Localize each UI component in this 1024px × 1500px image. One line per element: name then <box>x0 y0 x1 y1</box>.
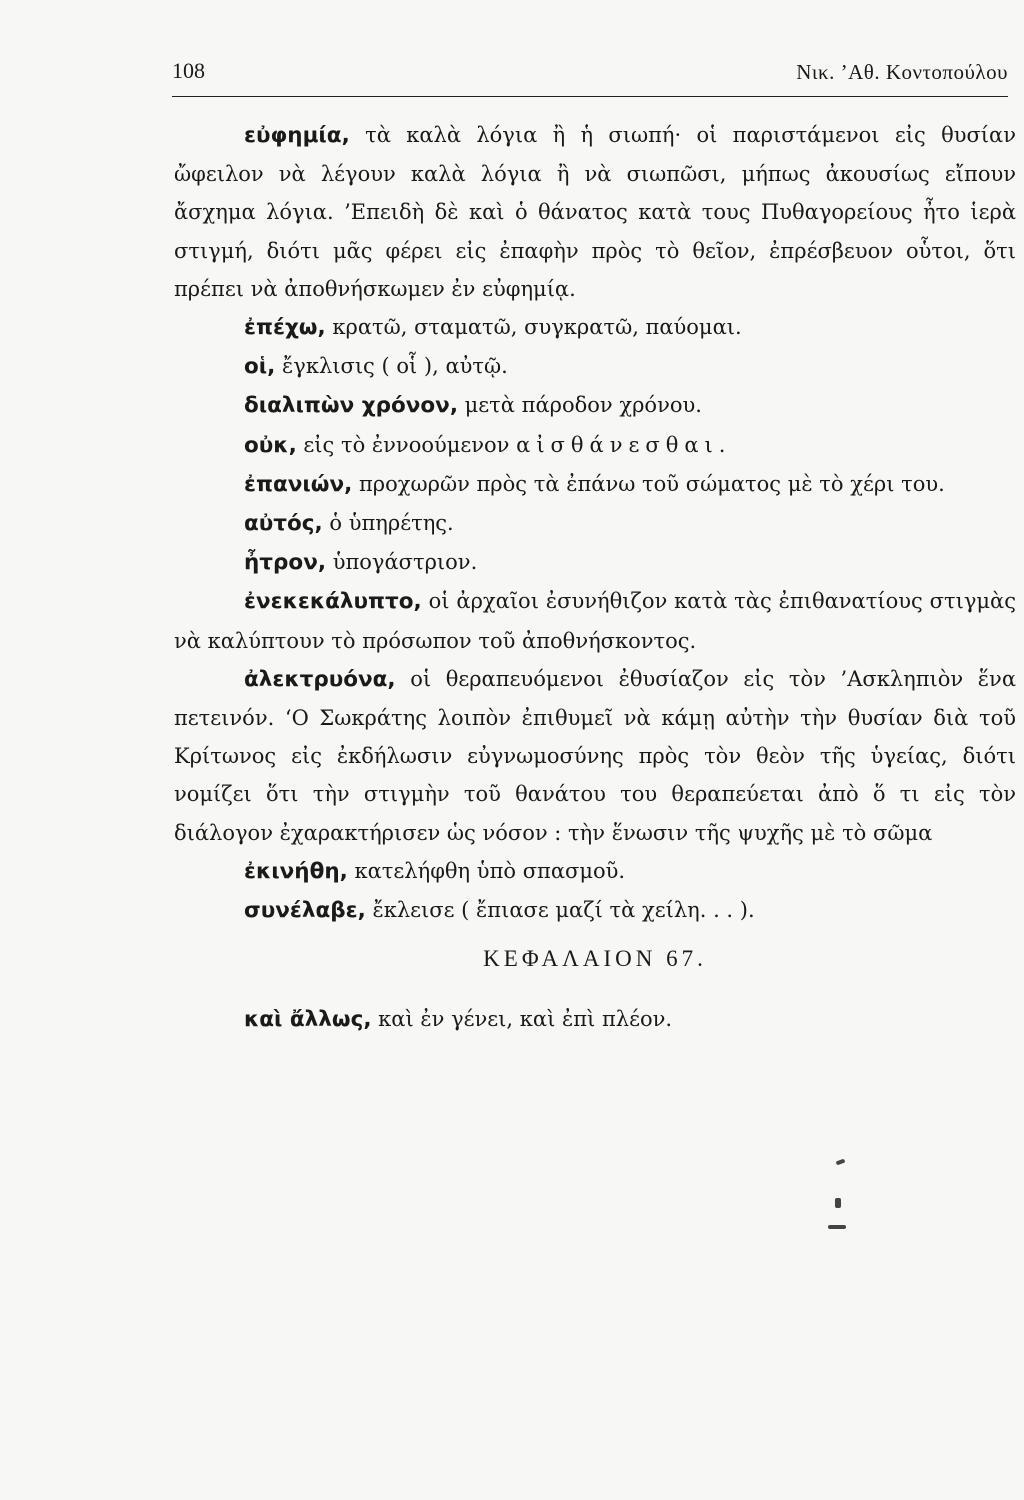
definition: μετὰ πάροδον χρόνου. <box>457 393 702 418</box>
page-header <box>172 56 1008 97</box>
ink-speck <box>835 1198 841 1208</box>
headword: οἱ, <box>244 354 276 380</box>
headword: ἦτρον, <box>244 550 327 576</box>
glossary-entry <box>174 1000 1016 1039</box>
definition: κρατῶ, σταματῶ, συγκρατῶ, παύομαι. <box>325 315 742 340</box>
glossary-entry <box>174 660 1016 852</box>
definition: οἱ θεραπευόμενοι ἐθυσίαζον εἰς τὸν ’Ασκληπιὸν ἕνα πετεινόν. ‘Ο Σωκράτης λοιπὸν ἐπιθυμεῖ νὰ κάμῃ αὐτὴν τὴν θυσίαν διὰ τοῦ Κρίτωνος εἰς ἐκδήλωσιν εὐγνωμοσύνης πρὸς τὸν θεὸν τῆς ὑγείας, διότι νομίζει ὅτι τὴν στιγμὴν τοῦ θανάτου του θεραπεύεται ἀπὸ ὅ τι εἰς τὸν διάλογον ἐχαρακτήρισεν ὡς νόσον : τὴν ἕνωσιν τῆς ψυχῆς μὲ τὸ σῶμα <box>174 666 1016 845</box>
page-body <box>174 116 1016 1040</box>
glossary-entry <box>174 891 1016 930</box>
glossary-entry <box>174 426 1016 465</box>
headword: οὐκ, <box>244 432 297 458</box>
definition: τὰ καλὰ λόγια ἢ ἡ σιωπή· οἱ παριστάμενοι εἰς θυσίαν ὤφειλον νὰ λέγουν καλὰ λόγια ἢ νὰ σιωπῶσι, μήπως ἀκουσίως εἴπουν ἄσχημα λόγια. ’Επειδὴ δὲ καὶ ὁ θάνατος κατὰ τους Πυθαγορείους ἦτο ἱερὰ στιγμή, διότι μᾶς φέρει εἰς ἐπαφὴν πρὸς τὸ θεῖον, ἐπρέσβευον οὗτοι, ὅτι πρέπει νὰ ἀποθνήσκωμεν ἐν εὐφημίᾳ. <box>174 123 1016 301</box>
glossary-entry <box>174 465 1016 504</box>
definition: καὶ ἐν γένει, καὶ ἐπὶ πλέον. <box>371 1007 673 1032</box>
page-number: 108 <box>172 58 205 83</box>
ink-speck <box>828 1225 846 1229</box>
glossary-entry <box>174 308 1016 347</box>
glossary-entry <box>174 504 1016 543</box>
glossary-entry <box>174 543 1016 582</box>
definition: ὑπογάστριον. <box>326 550 478 575</box>
headword: εὐφημία, <box>244 123 350 148</box>
chapter-heading: ΚΕΦΑΛΑΙΟΝ 67. <box>483 946 707 972</box>
headword: ἐπέχω, <box>244 315 326 341</box>
headword: ἐπανιών, <box>244 471 353 497</box>
glossary-entry <box>174 852 1016 891</box>
glossary-entry <box>174 582 1016 659</box>
glossary-entry <box>174 347 1016 386</box>
headword: ἀλεκτρυόνα, <box>244 666 396 692</box>
definition: ὁ ὑπηρέτης. <box>322 511 454 536</box>
definition: ἔγκλισις ( οἷ ), αὐτῷ. <box>275 354 508 379</box>
definition: προχωρῶν πρὸς τὰ ἐπάνω τοῦ σώματος μὲ τὸ χέρι του. <box>352 471 945 496</box>
definition: ἔκλεισε ( ἔπιασε μαζί τὰ χείλη. . . ). <box>365 898 755 923</box>
definition: κατελήφθη ὑπὸ σπασμοῦ. <box>347 858 626 883</box>
ink-speck <box>836 1159 846 1166</box>
spaced-word: αἰσθάνεσθαι. <box>516 432 732 457</box>
glossary-entry <box>174 386 1016 425</box>
headword: συνέλαβε, <box>244 898 366 924</box>
headword: καὶ ἄλλως, <box>244 1007 372 1033</box>
running-head: Νικ. ’Αθ. Κοντοπούλου <box>796 60 1008 84</box>
glossary-entry <box>174 116 1016 308</box>
definition: οἱ ἀρχαῖοι ἐσυνήθιζον κατὰ τὰς ἐπιθανατίους στιγμὰς νὰ καλύπτουν τὸ πρόσωπον τοῦ ἀποθνήσκοντος. <box>174 589 1016 653</box>
headword: διαλιπὼν χρόνον, <box>244 393 458 419</box>
headword: ἐκινήθη, <box>244 858 348 884</box>
headword: ἐνεκεκάλυπτο, <box>244 589 422 615</box>
definition: εἰς τὸ ἐννοούμενον <box>296 432 517 457</box>
headword: αὐτός, <box>244 511 323 537</box>
